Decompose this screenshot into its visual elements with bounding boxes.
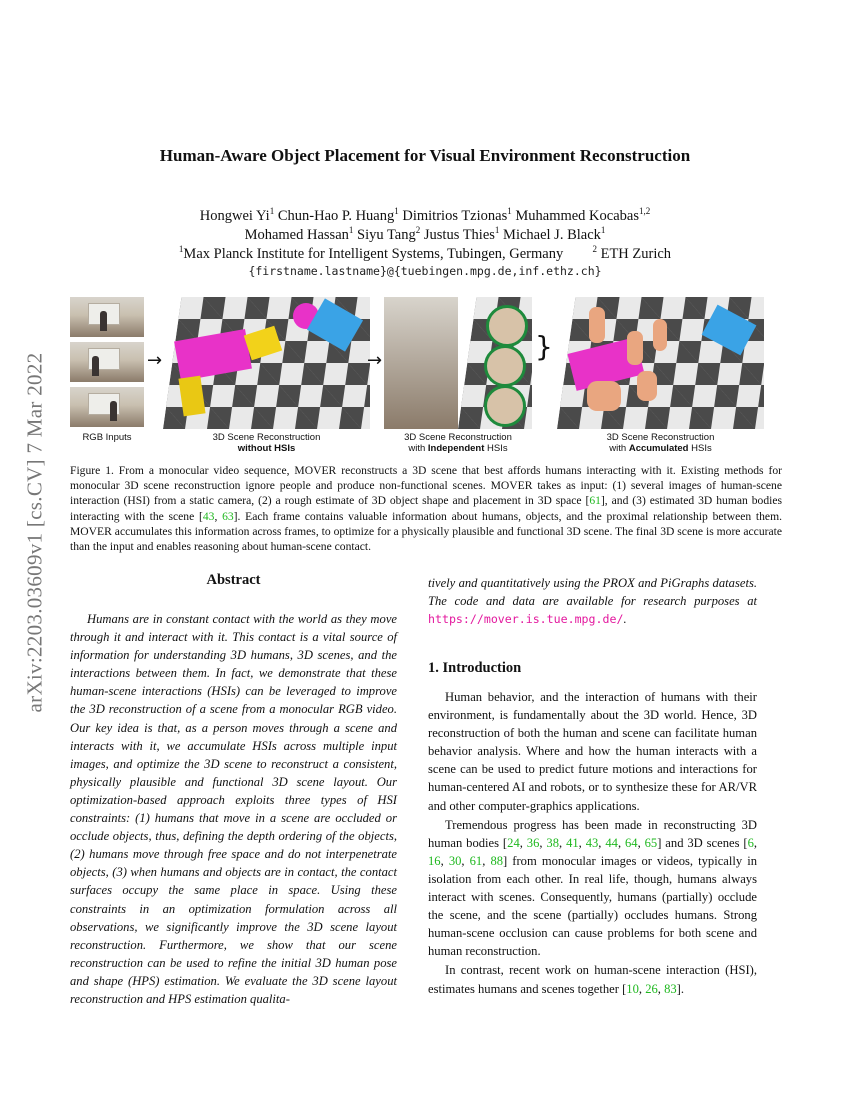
human-body: [637, 371, 657, 401]
figure-caption: Figure 1. From a monocular video sequence, MOVER reconstructs a 3D scene that best affords humans interacting with it. Existing methods for monocular 3D scene reconstruction ignore people and produce non-functional scenes. MOVER takes as input: (1) several images of human-scene interaction (HSI) from a static camera, (2) a rough estimate of 3D object shape and placement in 3D space [61], and (3) estimated 3D human bodies interacting with the scene [43, 63]. Each frame contains valuable information about humans, objects, and the proximal relationship between them. MOVER accumulates this information across frames, to optimize for a physically plausible and functional 3D scene. The final 3D scene is more accurate than the input and enables reasoning about human-scene contact.: [70, 464, 782, 554]
human-body: [587, 381, 621, 411]
abstract-heading: Abstract: [206, 572, 261, 588]
introduction-text: [428, 688, 757, 998]
citation-link[interactable]: 6: [747, 835, 754, 850]
author: Michael J. Black: [503, 226, 601, 243]
abstract-continued: tively and quantitatively using the PROX and PiGraphs datasets. The code and data are available for research purposes at https://mover.is.tue.mpg.de/.: [428, 576, 757, 627]
arrow-icon: →: [147, 350, 163, 371]
label-accumulated-hsis: 3D Scene Reconstruction with Accumulated HSIs: [606, 432, 715, 454]
citation-link[interactable]: 30: [448, 853, 462, 868]
hsi-detail-inset: [484, 385, 526, 427]
citation-link[interactable]: 43: [202, 509, 215, 523]
human-body: [589, 307, 605, 343]
intro-paragraph-1: Human behavior, and the interaction of humans with their environment, is fundamentally about the 3D world. Hence, 3D reconstruction of both the human and scene can facilitate human behavior analysis. Where and how the human interacts with a scene can be used to predict future motions and interactions for human-centered AI and robots, or to synthesize these for AR/VR and other computer-graphics applications.: [428, 690, 757, 813]
citation-link[interactable]: 43: [585, 835, 599, 850]
label-without-hsis: 3D Scene Reconstruction without HSIs: [212, 432, 321, 454]
citation-link[interactable]: 36: [526, 835, 540, 850]
brace-arrow-icon: }: [535, 330, 553, 363]
citation-link[interactable]: 63: [222, 509, 234, 523]
author: Justus Thies: [423, 226, 495, 243]
citation-link[interactable]: 65: [644, 835, 658, 850]
authors-line-1: Hongwei Yi$^1$ Chun-Hao P. Huang$^1$ Dimitrios Tzionas$^1$ Muhammed Kocabas$^{1,2}$: [199, 206, 651, 224]
citation-link[interactable]: 26: [645, 981, 658, 996]
author: Hongwei Yi: [199, 207, 270, 224]
arxiv-identifier: arXiv:2203.03609v1 [cs.CV] 7 Mar 2022: [22, 352, 47, 713]
project-url-link[interactable]: https://mover.is.tue.mpg.de/: [428, 612, 624, 627]
citation-link[interactable]: 16: [428, 853, 441, 868]
rgb-input-image: [70, 387, 144, 427]
citation-link[interactable]: 64: [624, 835, 638, 850]
citation-link[interactable]: 83: [664, 981, 677, 996]
author: Muhammed Kocabas: [515, 207, 639, 224]
paper-title: Human-Aware Object Placement for Visual Environment Reconstruction: [159, 146, 691, 165]
label-independent-hsis: 3D Scene Reconstruction with Independent HSIs: [404, 432, 512, 454]
arrow-icon: →: [367, 350, 383, 371]
citation-link[interactable]: 24: [507, 835, 520, 850]
intro-paragraph-2: Tremendous progress has been made in reconstructing 3D human bodies [24, 36, 38, 41, 43, 44, 64, 65] and 3D scenes [6, 16, 30, 61, 88] from monocular images or videos, typically in isolation from each other. In real life, though, humans always interact with scenes. Consequently, humans (partially) occlude the scene, and the scene (partially) occludes humans. Strong human-scene occlusion can cause problems for both scene and human reconstruction.: [428, 817, 758, 959]
label-rgb-inputs: RGB Inputs: [82, 432, 132, 443]
author: Mohamed Hassan: [244, 226, 349, 243]
intro-paragraph-3: In contrast, recent work on human-scene interaction (HSI), estimates humans and scenes together [10, 26, 83].: [428, 963, 757, 996]
affiliation: Max Planck Institute for Intelligent Systems, Tubingen, Germany: [183, 245, 564, 262]
rgb-input-image: [70, 342, 144, 382]
rgb-input-image: [384, 297, 458, 429]
introduction-heading: 1. Introduction: [428, 660, 522, 676]
citation-link[interactable]: 88: [490, 853, 504, 868]
citation-link[interactable]: 38: [546, 835, 560, 850]
affiliation: ETH Zurich: [600, 245, 672, 262]
author-emails: {firstname.lastname}@{tuebingen.mpg.de,inf.ethz.ch}: [248, 264, 602, 278]
citation-link[interactable]: 10: [626, 981, 639, 996]
citation-link[interactable]: 44: [605, 835, 618, 850]
scene-without-hsis: [163, 297, 370, 429]
scene-with-accumulated-hsis: [557, 297, 764, 429]
citation-link[interactable]: 61: [589, 494, 601, 508]
hsi-detail-inset: [484, 345, 526, 387]
author: Dimitrios Tzionas: [402, 207, 508, 224]
citation-link[interactable]: 41: [566, 835, 579, 850]
citation-link[interactable]: 61: [469, 853, 483, 868]
hsi-detail-inset: [486, 305, 528, 347]
rgb-input-image: [70, 297, 144, 337]
human-body: [653, 319, 667, 351]
affiliations: $^1$Max Planck Institute for Intelligent Systems, Tubingen, Germany $^2$ ETH Zurich: [178, 244, 672, 262]
author: Siyu Tang: [357, 226, 416, 243]
author: Chun-Hao P. Huang: [277, 207, 395, 224]
authors-line-2: Mohamed Hassan$^1$ Siyu Tang$^2$ Justus Thies$^1$ Michael J. Black$^1$: [244, 225, 606, 243]
scene-with-independent-hsis: [458, 297, 532, 429]
abstract-text: Humans are in constant contact with the world as they move through it and interact with it. This contact is a vital source of information for understanding 3D humans, 3D scenes, and the interactions between them. In fact, we demonstrate that these human-scene interactions (HSIs) can be leveraged to improve the 3D reconstruction of a scene from a monocular RGB video. Our key idea is that, as a person moves through a scene and interacts with it, we accumulate HSIs across multiple input images, and optimize the 3D scene to reconstruct a consistent, physically plausible and functional 3D scene layout. Our optimization-based approach exploits three types of HSI constraints: (1) humans that move in a scene are occluded or occlude objects, thus, defining the depth ordering of the objects, (2) humans move through free space and do not interpenetrate objects, (3) when humans and objects are in contact, the contact surfaces occupy the same place in space. Using these constraints in an optimization formulation across all observations, we significantly improve the 3D scene layout reconstruction. Furthermore, we show that our scene reconstruction can be used to refine the initial 3D human pose and shape (HPS) estimation. We evaluate the 3D scene layout reconstruction and HPS estimation qualita-: [70, 612, 397, 1006]
human-body: [627, 331, 643, 365]
